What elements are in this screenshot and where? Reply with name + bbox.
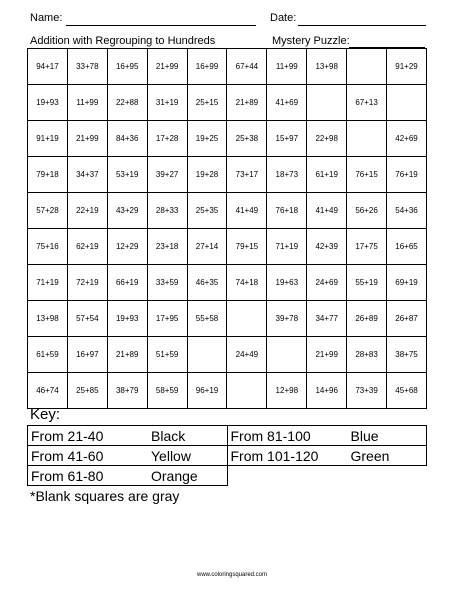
grid-row (28, 193, 427, 229)
grid-cell[interactable]: 46+74 (28, 373, 68, 409)
key-cell (28, 426, 228, 446)
grid-cell[interactable]: 21+89 (107, 337, 147, 373)
grid-cell[interactable]: 21+99 (67, 121, 107, 157)
grid-cell[interactable]: 42+69 (387, 121, 427, 157)
grid-cell[interactable]: 19+63 (267, 265, 307, 301)
grid-cell[interactable]: 13+98 (28, 301, 68, 337)
key-range: From 61-80 (31, 467, 104, 484)
grid-cell[interactable]: 11+99 (67, 85, 107, 121)
worksheet-title: Addition with Regrouping to Hundreds (30, 35, 216, 47)
grid-cell[interactable]: 12+29 (107, 229, 147, 265)
key-range: From 81-100 (230, 427, 311, 444)
grid-cell[interactable]: 38+79 (107, 373, 147, 409)
key-cell-empty (227, 466, 427, 486)
grid-cell[interactable]: 39+27 (147, 157, 187, 193)
grid-cell[interactable]: 73+39 (347, 373, 387, 409)
name-label: Name: (30, 12, 63, 24)
key-range: From 21-40 (31, 427, 104, 444)
grid-cell[interactable]: 94+17 (28, 49, 68, 85)
grid-cell[interactable]: 19+25 (187, 121, 227, 157)
key-cell (28, 466, 228, 486)
grid-cell[interactable]: 57+54 (67, 301, 107, 337)
grid-cell[interactable]: 71+19 (267, 229, 307, 265)
grid-cell[interactable]: 57+28 (28, 193, 68, 229)
date-field[interactable] (298, 25, 426, 26)
grid-cell-blank[interactable] (267, 337, 307, 373)
grid-row (28, 229, 427, 265)
grid-cell[interactable]: 21+99 (147, 49, 187, 85)
grid-row (28, 157, 427, 193)
grid-cell[interactable]: 75+16 (28, 229, 68, 265)
grid-cell[interactable]: 66+19 (107, 265, 147, 301)
grid-cell[interactable]: 46+35 (187, 265, 227, 301)
grid-cell-blank[interactable] (187, 337, 227, 373)
key-row (28, 446, 427, 466)
key-cell (28, 446, 228, 466)
grid-cell[interactable]: 41+69 (267, 85, 307, 121)
grid-cell[interactable]: 25+35 (187, 193, 227, 229)
grid-cell[interactable]: 26+89 (347, 301, 387, 337)
grid-cell[interactable]: 76+19 (387, 157, 427, 193)
grid-cell[interactable]: 28+83 (347, 337, 387, 373)
key-color: Orange (151, 467, 198, 484)
grid-row (28, 337, 427, 373)
key-range: From 101-120 (230, 447, 319, 464)
grid-cell[interactable]: 54+36 (387, 193, 427, 229)
mystery-puzzle-label: Mystery Puzzle: (272, 35, 350, 47)
grid-cell[interactable]: 42+39 (307, 229, 347, 265)
grid-cell[interactable]: 58+59 (147, 373, 187, 409)
key-color: Green (350, 447, 390, 464)
key-cell (227, 426, 427, 446)
grid-cell[interactable]: 16+97 (67, 337, 107, 373)
grid-cell[interactable]: 25+85 (67, 373, 107, 409)
grid-cell[interactable]: 15+97 (267, 121, 307, 157)
grid-cell-blank[interactable] (347, 49, 387, 85)
grid-cell[interactable]: 39+78 (267, 301, 307, 337)
grid-cell[interactable]: 55+58 (187, 301, 227, 337)
grid-cell[interactable]: 17+95 (147, 301, 187, 337)
grid-cell[interactable]: 22+98 (307, 121, 347, 157)
key-range: From 41-60 (31, 447, 104, 464)
grid-row (28, 265, 427, 301)
grid-cell[interactable]: 33+78 (67, 49, 107, 85)
grid-cell[interactable]: 27+14 (187, 229, 227, 265)
grid-row (28, 301, 427, 337)
grid-cell[interactable]: 14+96 (307, 373, 347, 409)
grid-cell[interactable]: 26+87 (387, 301, 427, 337)
grid-cell[interactable]: 18+73 (267, 157, 307, 193)
grid-cell[interactable]: 76+15 (347, 157, 387, 193)
grid-cell-blank[interactable] (227, 373, 267, 409)
grid-cell[interactable]: 72+19 (67, 265, 107, 301)
grid-cell[interactable]: 19+93 (28, 85, 68, 121)
key-title: Key: (30, 406, 61, 423)
name-field[interactable] (66, 25, 256, 26)
key-color: Blue (350, 427, 379, 444)
grid-cell[interactable]: 22+19 (67, 193, 107, 229)
grid-cell[interactable]: 73+17 (227, 157, 267, 193)
grid-cell[interactable]: 62+19 (67, 229, 107, 265)
grid-cell[interactable]: 41+49 (307, 193, 347, 229)
grid-cell[interactable]: 51+59 (147, 337, 187, 373)
grid-cell[interactable]: 38+75 (387, 337, 427, 373)
footer-url: www.coloringsquared.com (196, 572, 268, 578)
grid-cell[interactable]: 17+75 (347, 229, 387, 265)
grid-cell[interactable]: 71+19 (28, 265, 68, 301)
grid-cell[interactable]: 56+26 (347, 193, 387, 229)
grid-cell[interactable]: 19+28 (187, 157, 227, 193)
grid-cell[interactable]: 28+33 (147, 193, 187, 229)
grid-cell[interactable]: 23+18 (147, 229, 187, 265)
blank-squares-note: *Blank squares are gray (30, 488, 180, 504)
key-row (28, 466, 427, 486)
grid-cell-blank[interactable] (307, 85, 347, 121)
date-label: Date: (270, 12, 297, 24)
grid-cell[interactable]: 12+98 (267, 373, 307, 409)
grid-cell[interactable]: 53+19 (107, 157, 147, 193)
grid-cell[interactable]: 55+19 (347, 265, 387, 301)
grid-cell[interactable]: 45+68 (387, 373, 427, 409)
grid-cell[interactable]: 31+19 (147, 85, 187, 121)
grid-cell[interactable]: 91+19 (28, 121, 68, 157)
grid-cell[interactable]: 41+49 (227, 193, 267, 229)
grid-cell[interactable]: 21+99 (307, 337, 347, 373)
key-cell (227, 446, 427, 466)
grid-cell-blank[interactable] (347, 121, 387, 157)
grid-row (28, 49, 427, 85)
grid-cell[interactable]: 91+29 (387, 49, 427, 85)
key-row (28, 426, 427, 446)
grid-cell[interactable]: 67+44 (227, 49, 267, 85)
grid-cell[interactable]: 25+38 (227, 121, 267, 157)
grid-cell[interactable]: 43+29 (107, 193, 147, 229)
grid-cell[interactable]: 69+19 (387, 265, 427, 301)
grid-row (28, 85, 427, 121)
grid-row (28, 373, 427, 409)
grid-cell[interactable]: 96+19 (187, 373, 227, 409)
grid-cell[interactable]: 25+15 (187, 85, 227, 121)
grid-cell[interactable]: 34+37 (67, 157, 107, 193)
grid-cell[interactable]: 19+93 (107, 301, 147, 337)
grid-cell[interactable]: 16+65 (387, 229, 427, 265)
grid-cell[interactable]: 34+77 (307, 301, 347, 337)
grid-cell[interactable]: 33+59 (147, 265, 187, 301)
grid-cell[interactable]: 13+98 (307, 49, 347, 85)
key-color: Black (151, 427, 186, 444)
grid-cell[interactable]: 21+89 (227, 85, 267, 121)
grid-cell[interactable]: 76+18 (267, 193, 307, 229)
grid-cell[interactable]: 61+59 (28, 337, 68, 373)
color-key-table (27, 425, 427, 486)
grid-cell[interactable]: 16+99 (187, 49, 227, 85)
grid-cell[interactable]: 17+28 (147, 121, 187, 157)
grid-cell[interactable]: 84+36 (107, 121, 147, 157)
grid-cell[interactable]: 22+88 (107, 85, 147, 121)
grid-cell[interactable]: 79+15 (227, 229, 267, 265)
key-color: Yellow (151, 447, 191, 464)
grid-cell[interactable]: 16+95 (107, 49, 147, 85)
grid-cell[interactable]: 11+99 (267, 49, 307, 85)
grid-cell[interactable]: 24+69 (307, 265, 347, 301)
grid-cell[interactable]: 67+13 (347, 85, 387, 121)
grid-cell[interactable]: 74+18 (227, 265, 267, 301)
grid-cell[interactable]: 61+19 (307, 157, 347, 193)
grid-cell-blank[interactable] (227, 301, 267, 337)
grid-cell[interactable]: 79+18 (28, 157, 68, 193)
grid-cell[interactable]: 24+49 (227, 337, 267, 373)
grid-cell-blank[interactable] (387, 85, 427, 121)
grid-row (28, 121, 427, 157)
puzzle-grid (27, 48, 427, 409)
